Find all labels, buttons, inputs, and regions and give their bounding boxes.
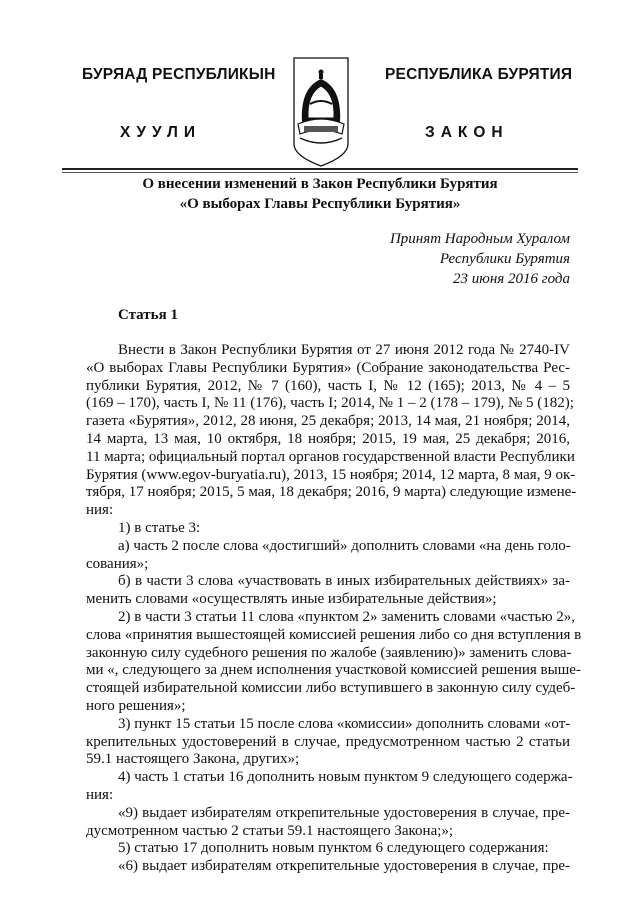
body-text-line: 59.1 настоящего Закона, других»; [86, 751, 300, 768]
law-title-line-2: «О выборах Главы Республики Бурятия» [179, 196, 461, 212]
body-text-line: (169 – 170), часть I, № 11 (176), часть I; 2014, № 1 – 2 (178 – 179), № 5 (182); [86, 395, 574, 412]
body-text-line: Внести в Закон Республики Бурятия от 27 июня 2012 года № 2740-IV [118, 342, 570, 358]
body-text-line: «9) выдает избирателям открепительные удостоверения в случае, пре- [118, 804, 570, 821]
law-title-line-1: О внесении изменений в Закон Республики Бурятия [142, 176, 498, 192]
body-text-line: 5) статью 17 дополнить новым пунктом 6 следующего содержания: [118, 840, 549, 857]
body-text-line: 3) пункт 15 статьи 15 после слова «комиссии» дополнить словами «от- [118, 715, 571, 732]
body-text-line: а) часть 2 после слова «достигший» дополнить словами «на день голо- [118, 537, 571, 554]
body-text-line: 2) в части 3 статьи 11 слова «пунктом 2» заменить словами «частью 2», [118, 608, 576, 625]
body-text-line: сования»; [86, 555, 149, 572]
body-text-line: тября, 17 ноября; 2015, 5 мая, 18 декабря; 2016, 9 марта) следующие измене- [86, 484, 577, 501]
body-text-line: «О выборах Главы Республики Бурятия» (Собрание законодательства Рес- [86, 359, 570, 376]
header-left-bottom: ХУУЛИ [120, 124, 202, 141]
body-text-line: 4) часть 1 статьи 16 дополнить новым пунктом 9 следующего содержа- [118, 769, 573, 786]
body-text-line: публики Бурятия, 2012, № 7 (160), часть I, № 12 (165); 2013, № 4 – 5 [86, 377, 570, 394]
header-right-top: РЕСПУБЛИКА БУРЯТИЯ [385, 66, 573, 83]
body-text-line: ми «, следующего за днем исполнения участковой комиссией решения выше- [86, 662, 581, 679]
body-text-line: 14 марта, 13 мая, 10 октября, 18 ноября; 2015, 19 мая, 25 декабря; 2016, [86, 430, 570, 447]
body-text-line: ния: [86, 786, 114, 803]
adoption-line-2: Республики Бурятия [439, 251, 570, 267]
article-body [86, 342, 582, 876]
body-text-line: 11 марта; официальный портал органов государственной власти Республики [86, 448, 575, 465]
body-text-line: Бурятия (www.egov-buryatia.ru), 2013, 15 ноября; 2014, 12 марта, 8 мая, 9 ок- [86, 466, 576, 483]
article-heading: Статья 1 [118, 307, 178, 323]
adoption-date: 23 июня 2016 года [453, 271, 570, 287]
body-text-line: менить словами «осуществлять иные избирательные действия»; [86, 591, 497, 608]
header-divider [62, 168, 578, 170]
adoption-note [390, 229, 570, 289]
body-text-line: газета «Бурятия», 2012, 28 июня, 25 декабря; 2013, 14 мая, 21 ноября; 2014, [86, 413, 570, 430]
coat-of-arms-emblem [290, 52, 352, 168]
adoption-line-1: Принят Народным Хуралом [389, 231, 570, 247]
body-text-line: дусмотренном частью 2 статьи 59.1 настоящего Закона;»; [86, 822, 454, 839]
body-text-line: слова «принятия вышестоящей комиссией решения либо со дня вступления в [86, 626, 582, 643]
body-text-line: «6) выдает избирателям открепительные удостоверения в случае, пре- [118, 858, 570, 875]
body-text-line: 1) в статье 3: [118, 519, 201, 536]
body-text-line: законную силу судебного решения по жалобе (заявлению)» заменить слова- [86, 644, 572, 661]
body-text-line: стоящей избирательной комиссии либо вступившего в законную силу судеб- [86, 680, 576, 697]
header-left-top: БУРЯАД РЕСПУБЛИКЫН [82, 66, 276, 83]
body-text-line: крепительных удостоверений в случае, предусмотренном частью 2 статьи [86, 733, 570, 750]
header-divider-thin [62, 172, 578, 173]
body-text-line: ния: [86, 502, 114, 519]
body-text-line: ного решения»; [86, 697, 186, 714]
body-text-line: б) в части 3 слова «участвовать в иных избирательных действиях» за- [118, 573, 570, 590]
header-right-bottom: ЗАКОН [425, 124, 509, 141]
